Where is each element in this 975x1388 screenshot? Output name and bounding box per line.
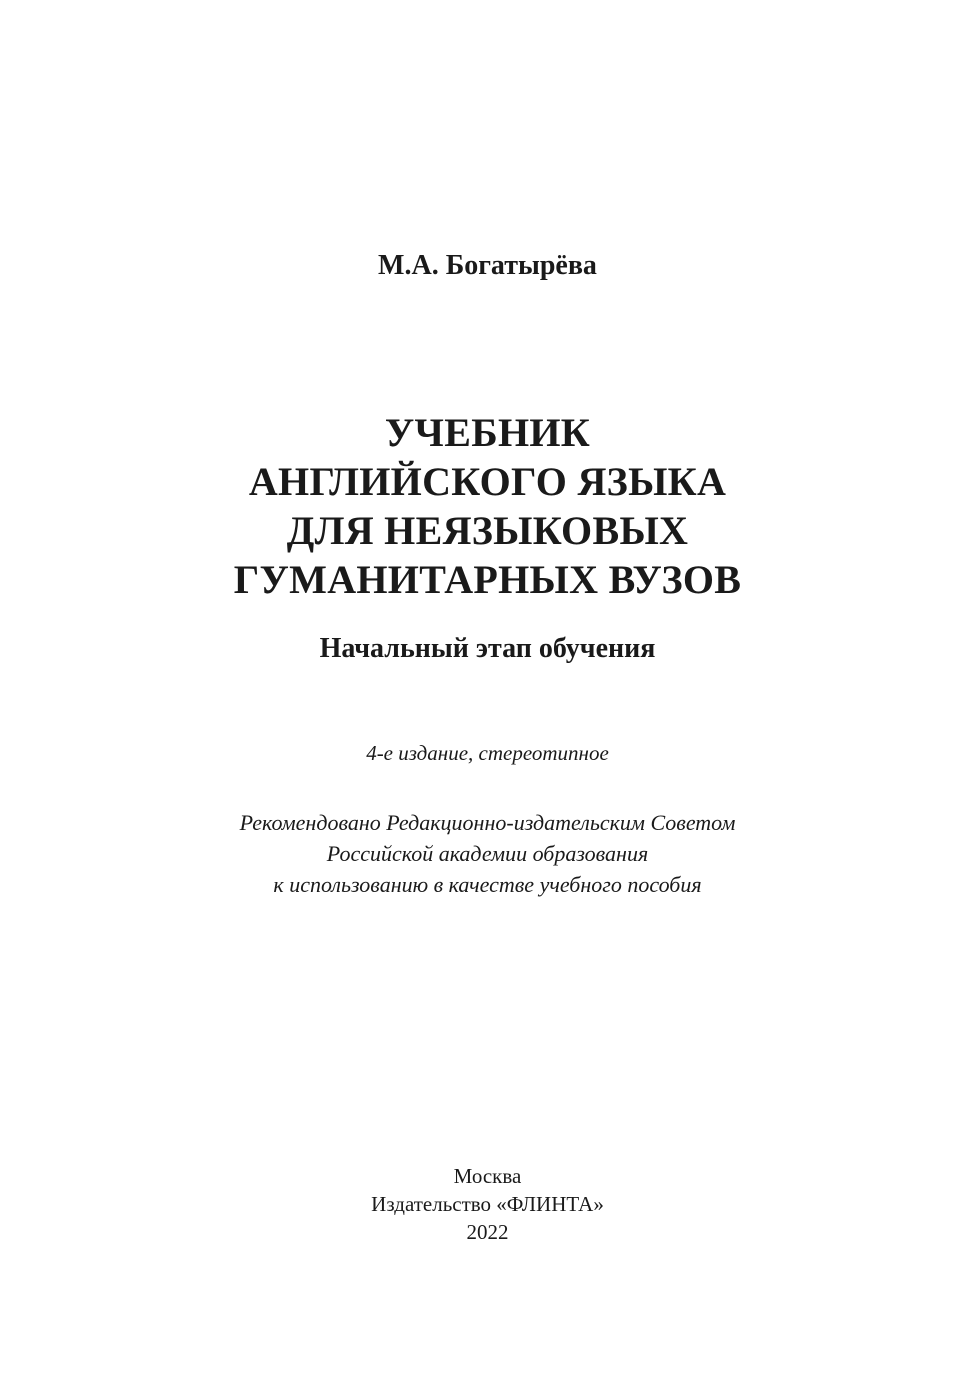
book-subtitle: Начальный этап обучения bbox=[319, 633, 656, 664]
imprint-city: Москва bbox=[453, 1164, 522, 1188]
recommendation-line: к использованию в качестве учебного пособия bbox=[273, 872, 702, 897]
title-line: УЧЕБНИК bbox=[384, 410, 591, 455]
imprint-publisher: Издательство «ФЛИНТА» bbox=[371, 1192, 604, 1216]
recommendation-note bbox=[0, 807, 975, 900]
recommendation-line: Российской академии образования bbox=[326, 841, 649, 866]
title-line: АНГЛИЙСКОГО ЯЗЫКА bbox=[248, 459, 727, 504]
author-name: М.А. Богатырёва bbox=[378, 250, 597, 281]
recommendation-line: Рекомендовано Редакционно-издательским Советом bbox=[239, 810, 736, 835]
book-title bbox=[0, 408, 975, 604]
edition-note: 4-е издание, стереотипное bbox=[366, 741, 609, 765]
imprint bbox=[0, 1162, 975, 1246]
title-line: ГУМАНИТАРНЫХ ВУЗОВ bbox=[233, 557, 742, 602]
title-line: ДЛЯ НЕЯЗЫКОВЫХ bbox=[286, 508, 689, 553]
imprint-year: 2022 bbox=[466, 1220, 509, 1244]
